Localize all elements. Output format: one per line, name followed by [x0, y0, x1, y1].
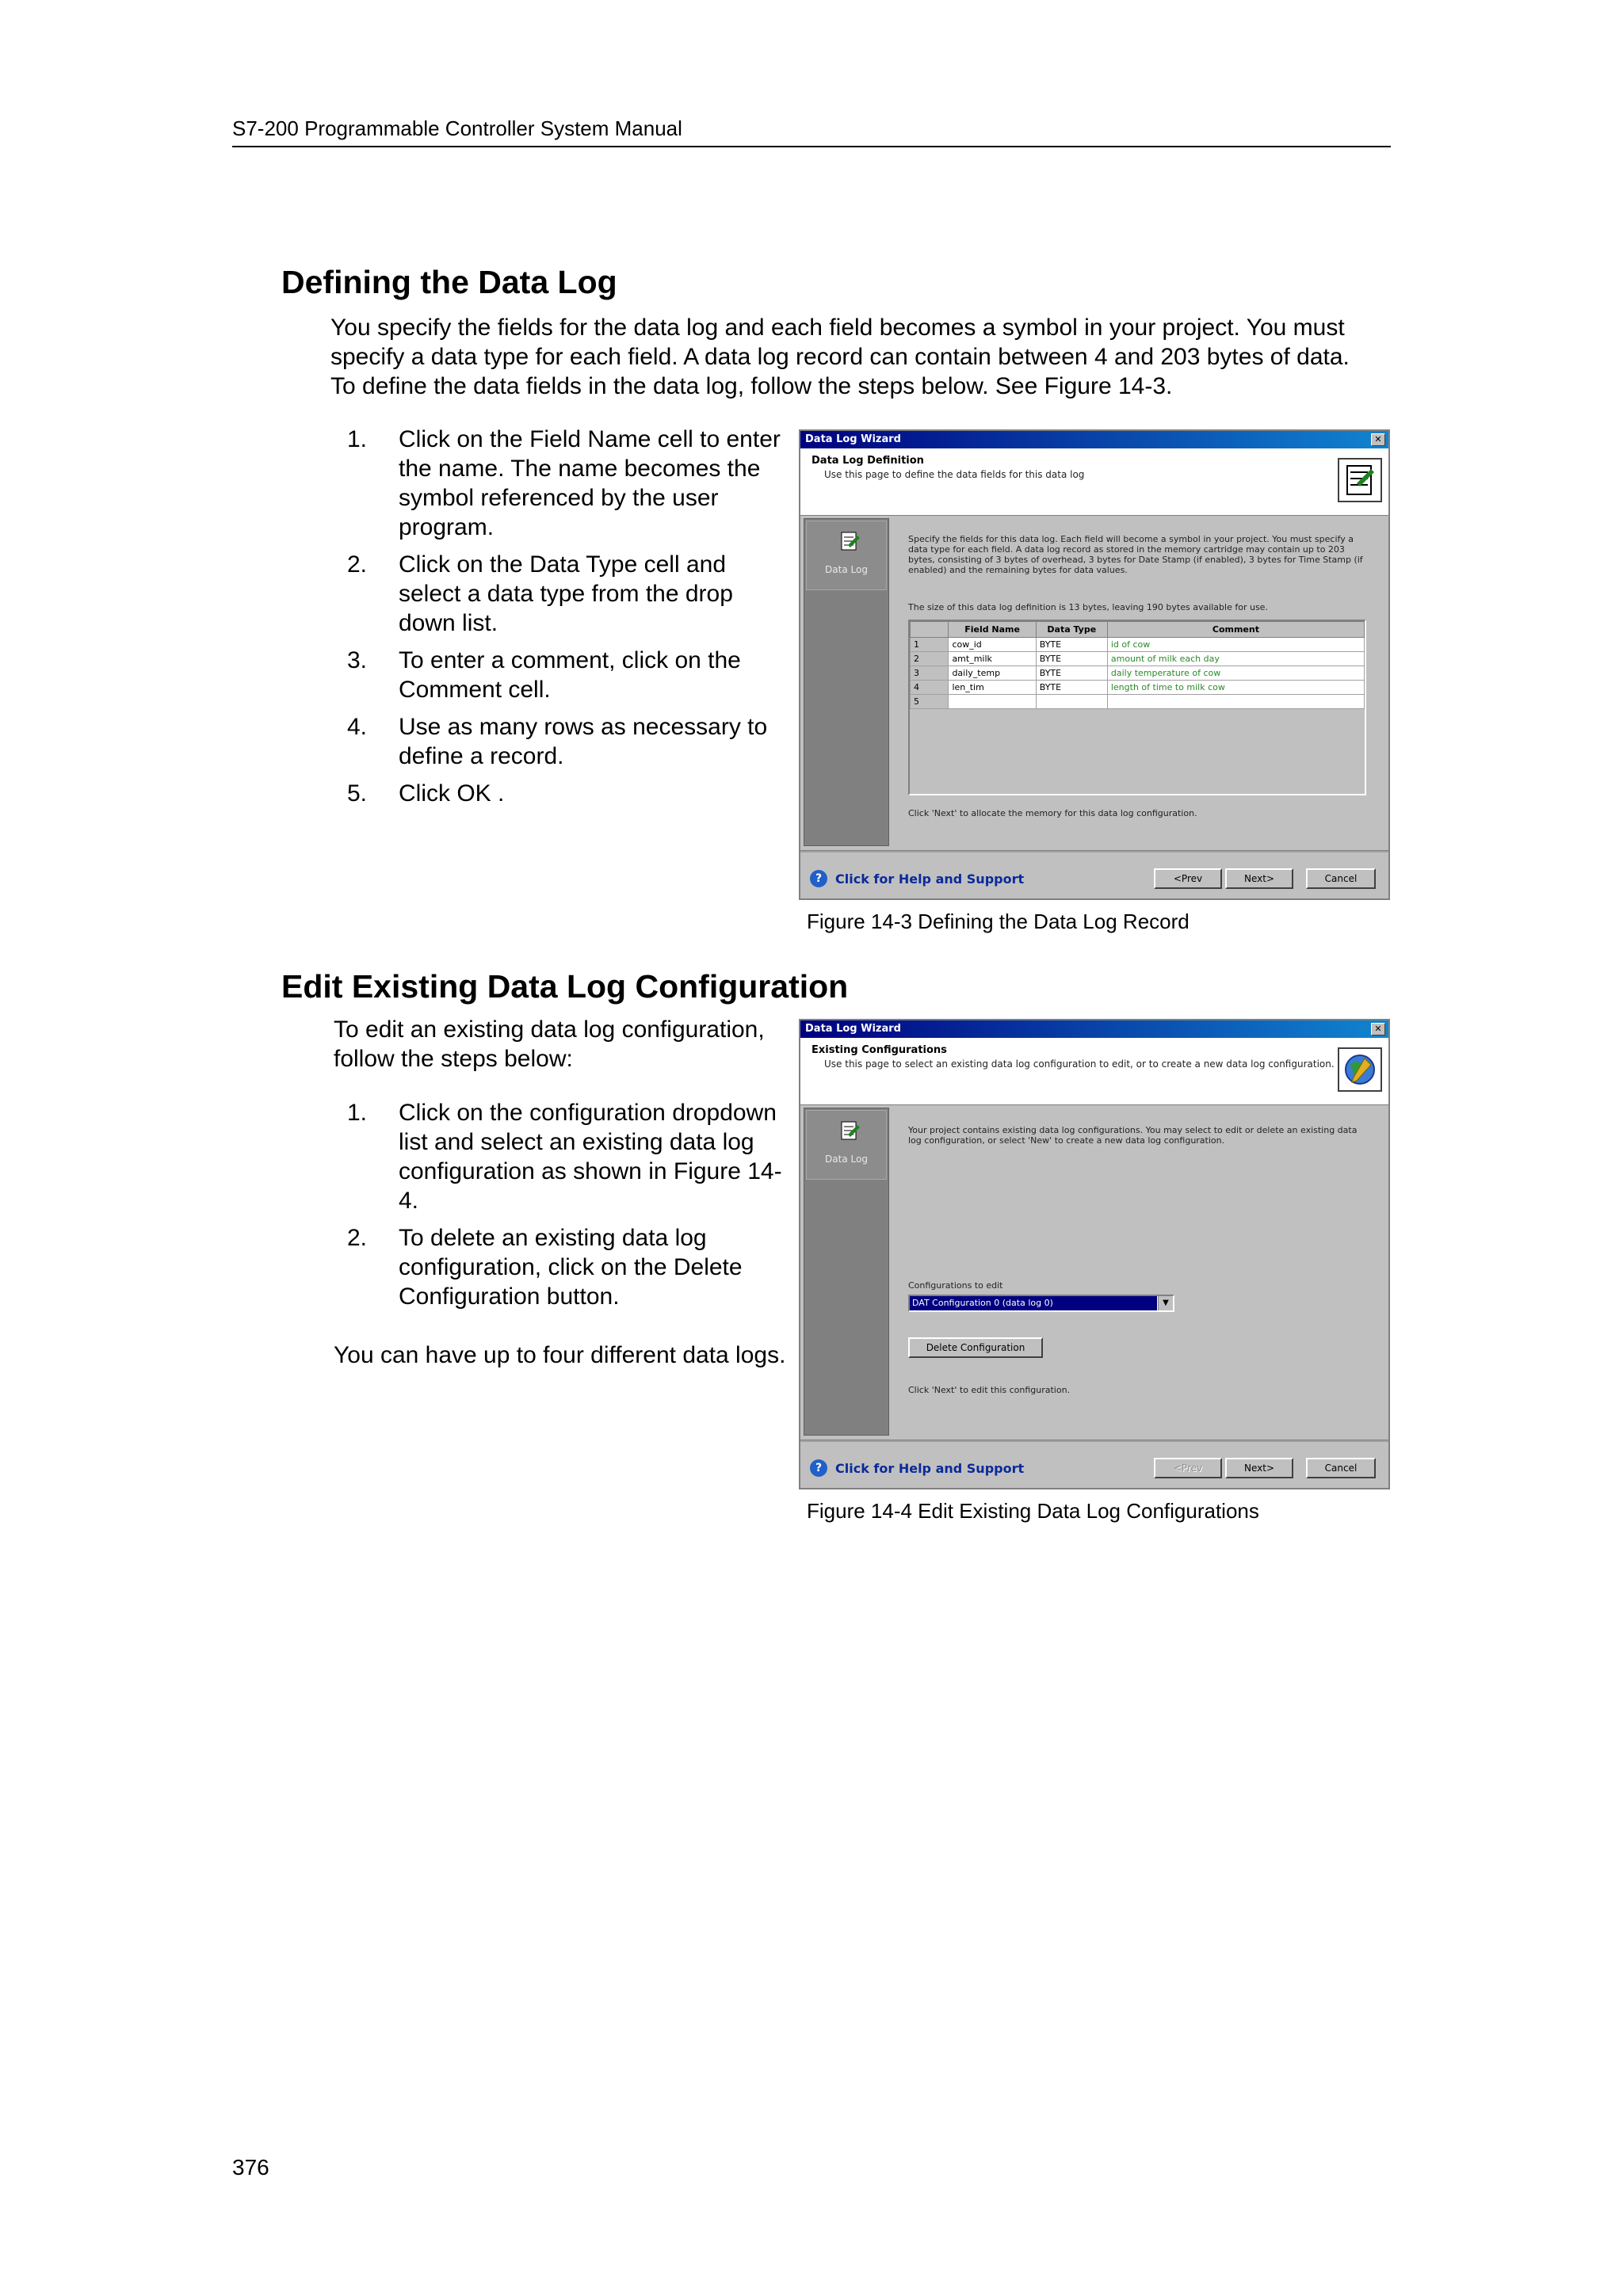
sidebar-item-data-log[interactable] — [806, 521, 887, 590]
sidebar-item-label: Data Log — [825, 1154, 868, 1165]
globe-icon — [1338, 1047, 1382, 1092]
intro-line-2: specify a data type for each field. A data log record can contain between 4 and 203 bytes of data. — [330, 344, 1350, 370]
row-number: 2 — [911, 652, 949, 666]
section-intro — [330, 313, 1396, 401]
column-header: Field Name — [949, 622, 1036, 638]
comment-cell[interactable]: daily temperature of cow — [1107, 666, 1364, 681]
data-log-icon — [837, 529, 862, 555]
list-item — [333, 646, 792, 704]
step-number: 1. — [347, 426, 368, 452]
step-text: Click OK . — [399, 780, 505, 807]
section-heading-defining: Defining the Data Log — [281, 264, 617, 300]
dialog-header — [800, 448, 1388, 516]
field-name-cell[interactable]: cow_id — [949, 638, 1036, 652]
page-subtitle: Use this page to define the data fields for this data log — [824, 469, 1085, 480]
comment-cell[interactable]: amount of milk each day — [1107, 652, 1364, 666]
table-row — [911, 666, 1365, 681]
section2-intro: To edit an existing data log configuration, follow the steps below: — [334, 1016, 765, 1072]
footer-divider — [800, 1440, 1388, 1442]
select-label: Configurations to edit — [908, 1280, 1003, 1291]
step-number: 2. — [347, 1225, 368, 1251]
data-type-cell[interactable]: BYTE — [1036, 652, 1107, 666]
footer-note: Click 'Next' to allocate the memory for this data log configuration. — [908, 808, 1197, 818]
comment-cell[interactable] — [1107, 695, 1364, 709]
field-definition-grid[interactable] — [908, 620, 1366, 795]
row-number: 3 — [911, 666, 949, 681]
row-number: 1 — [911, 638, 949, 652]
list-item — [333, 1223, 792, 1311]
step-text: To enter a comment, click on the Comment cell. — [399, 647, 741, 703]
help-icon: ? — [810, 1459, 827, 1477]
row-number: 4 — [911, 681, 949, 695]
row-number: 5 — [911, 695, 949, 709]
delete-configuration-button[interactable]: Delete Configuration — [908, 1337, 1043, 1358]
page-title: Data Log Definition — [812, 455, 924, 467]
data-log-icon — [837, 1119, 862, 1144]
description-text: Your project contains existing data log configurations. You may select to edit or delete an existing data log configuration, or select 'New' to create a new data log configuration. — [908, 1125, 1358, 1146]
next-button[interactable]: Next> — [1225, 868, 1293, 889]
steps-list-define — [333, 425, 792, 816]
footer-divider — [800, 850, 1388, 852]
sidebar-item-label: Data Log — [825, 564, 868, 575]
step-number: 1. — [347, 1100, 368, 1126]
data-log-icon — [1338, 458, 1382, 502]
step-text: To delete an existing data log configuration, click on the Delete Configuration button. — [399, 1225, 743, 1310]
list-item — [333, 779, 792, 808]
data-log-wizard-dialog-definition — [799, 429, 1390, 900]
field-name-cell[interactable] — [949, 695, 1036, 709]
step-number: 2. — [347, 551, 368, 578]
step-text: Click on the Field Name cell to enter the name. The name becomes the symbol referenced by the user program. — [399, 426, 781, 540]
column-header: Data Type — [1036, 622, 1107, 638]
step-number: 3. — [347, 647, 368, 673]
page-subtitle: Use this page to select an existing data log configuration to edit, or to create a new data log configuration. — [824, 1058, 1335, 1070]
next-button[interactable]: Next> — [1225, 1458, 1293, 1478]
data-type-cell[interactable]: BYTE — [1036, 638, 1107, 652]
prev-button[interactable]: <Prev — [1154, 868, 1222, 889]
list-item — [333, 712, 792, 771]
close-icon[interactable]: ✕ — [1371, 1023, 1385, 1035]
sidebar-item-data-log[interactable] — [806, 1110, 887, 1180]
data-log-limit-note: You can have up to four different data logs. — [334, 1342, 786, 1368]
description-text: Specify the fields for this data log. Each field will become a symbol in your project. You must specify a data type for each field. A data log record as stored in the memory cartridge may contain up to 203 bytes, consisting of 3 bytes of overhead, 3 bytes for Date Stamp (if enabled), 3 bytes for Time Stamp (if enabled) and the remaining bytes for data values. — [908, 534, 1363, 575]
steps-list-edit — [333, 1098, 792, 1319]
step-text: Click on the Data Type cell and select a data type from the drop down list. — [399, 551, 733, 636]
dialog-header — [800, 1038, 1388, 1105]
help-icon: ? — [810, 870, 827, 887]
figure-caption-14-3: Figure 14-3 Defining the Data Log Record — [807, 910, 1190, 933]
section-heading-edit: Edit Existing Data Log Configuration — [281, 968, 849, 1005]
table-row — [911, 681, 1365, 695]
help-link[interactable] — [810, 870, 1024, 887]
data-type-cell[interactable]: BYTE — [1036, 666, 1107, 681]
footer-note: Click 'Next' to edit this configuration. — [908, 1385, 1071, 1395]
comment-cell[interactable]: id of cow — [1107, 638, 1364, 652]
step-number: 5. — [347, 780, 368, 807]
table-row — [911, 652, 1365, 666]
comment-cell[interactable]: length of time to milk cow — [1107, 681, 1364, 695]
help-link[interactable] — [810, 1459, 1024, 1477]
help-link-label: Click for Help and Support — [835, 1460, 1025, 1476]
data-type-cell[interactable]: BYTE — [1036, 681, 1107, 695]
prev-button[interactable]: <Prev — [1154, 1458, 1222, 1478]
configuration-select[interactable] — [908, 1295, 1174, 1312]
close-icon[interactable]: ✕ — [1371, 433, 1385, 446]
field-name-cell[interactable]: len_tim — [949, 681, 1036, 695]
running-header: S7-200 Programmable Controller System Manual — [232, 116, 682, 140]
list-item — [333, 550, 792, 638]
wizard-sidebar — [804, 1108, 889, 1436]
table-row — [911, 638, 1365, 652]
intro-line-1: You specify the fields for the data log and each field becomes a symbol in your project. You must — [330, 315, 1345, 341]
intro-line-3: To define the data fields in the data log, follow the steps below. See Figure 14-3. — [330, 373, 1173, 399]
cancel-button[interactable]: Cancel — [1306, 868, 1376, 889]
cancel-button[interactable]: Cancel — [1306, 1458, 1376, 1478]
list-item — [333, 1098, 792, 1215]
figure-caption-14-4: Figure 14-4 Edit Existing Data Log Configurations — [807, 1499, 1259, 1523]
field-name-cell[interactable]: amt_milk — [949, 652, 1036, 666]
size-note: The size of this data log definition is 13 bytes, leaving 190 bytes available for use. — [908, 602, 1268, 612]
step-number: 4. — [347, 714, 368, 740]
field-name-cell[interactable]: daily_temp — [949, 666, 1036, 681]
wizard-sidebar — [804, 518, 889, 846]
page-title: Existing Configurations — [812, 1044, 947, 1056]
window-titlebar: Data Log Wizard — [800, 1020, 1388, 1038]
table-row — [911, 695, 1365, 709]
page-number: 376 — [232, 2155, 269, 2180]
table-header-row — [911, 622, 1365, 638]
step-text: Use as many rows as necessary to define a record. — [399, 714, 768, 769]
window-titlebar: Data Log Wizard — [800, 431, 1388, 448]
chevron-down-icon[interactable]: ▼ — [1158, 1296, 1173, 1310]
help-link-label: Click for Help and Support — [835, 871, 1025, 887]
header-rule — [232, 146, 1391, 147]
step-text: Click on the configuration dropdown list and select an existing data log configuration as shown in Figure 14-4. — [399, 1100, 782, 1214]
data-type-cell[interactable] — [1036, 695, 1107, 709]
column-header: Comment — [1107, 622, 1364, 638]
list-item — [333, 425, 792, 542]
select-value: DAT Configuration 0 (data log 0) — [910, 1296, 1157, 1310]
data-log-wizard-dialog-existing — [799, 1019, 1390, 1489]
row-number-header — [911, 622, 949, 638]
